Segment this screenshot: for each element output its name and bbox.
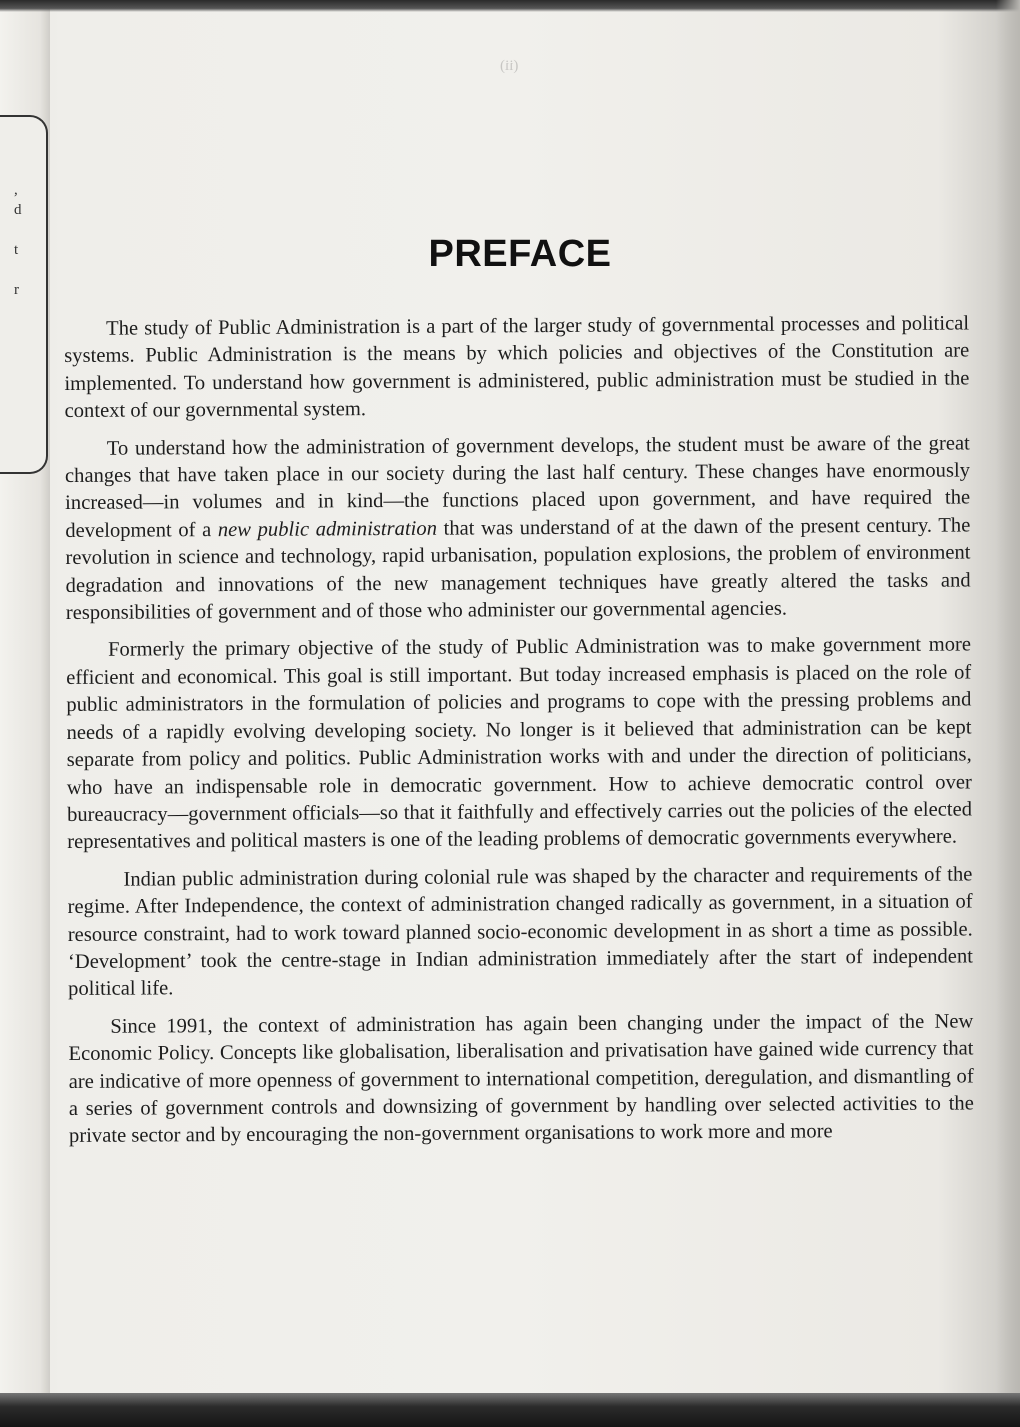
scan-bottom-border [0,1393,1020,1427]
paragraph-text: Formerly the primary objective of the study of Public Administration was to make government more efficient and economical. This goal is still important. But today increased emphasis is placed on the role of public administrators in the formulation of policies and programs to cope with the pressing problems and needs of a rapidly evolving developing society. No longer is it believed that administration can be kept separate from policy and politics. Public Administration works with and under the direction of politicians, who have an indispensable role in democratic government. How to achieve democratic control over bureaucracy—government officials—so that it faithfully and effectively carries out the policies of the elected representatives and political masters is one of the leading problems of democratic governments everywhere. [66,633,973,854]
paragraph-text: Since 1991, the context of administration has again been changing under the impact of the New Economic Policy. Concepts like globalisation, liberalisation and privatisation have gained wide currency that are indicative of more openness of government to international competition, deregulation, and dismantling of a series of government controls and downsizing of government by handling over selected activities to the private sector and by encouraging the non-government organisations to work more and more [68,1010,974,1148]
scan-right-shadow [996,0,1020,1400]
paragraph-text: Indian public administration during colonial rule was shaped by the character and requirements of the regime. After Independence, the context of administration changed radically as government, in a situation of resource constraint, had to work toward planned socio-economic development in as short a time as possible. ‘Development’ took the centre-stage in Indian administration immediately after the start of independent political life. [67,863,973,1001]
folded-paper-edge [0,115,48,474]
paragraph-4 [67,861,973,1004]
emphasis-text: new public administration [217,517,438,541]
show-through-page-number: (ii) [500,58,519,74]
page-title: PREFACE [428,233,612,275]
adjacent-page-text-fragments: , d t r [14,182,22,298]
paragraph-text: that was understand of at the dawn of the present century. The revolution in science and technology, rapid urbanisation, population explosions, the problem of environment degradation and innovations of the new management techniques have greatly altered the tasks and responsibilities of government and of those who administer our governmental agencies. [65,514,971,625]
paragraph-text: The study of Public Administration is a part of the larger study of governmental processes and political systems. Public Administration is the means by which policies and objectives of the Constitution are implemented. To understand how government is administered, public administration must be studied in the context of our governmental system. [64,312,970,423]
paragraph-text: To understand how the administration of government develops, the student must be aware of the great changes that have taken place in our society during the last half century. These changes have enormously increased—in volumes and in kind—the functions placed upon government, and have required the development of a [64,432,971,542]
paragraph-1 [64,310,970,425]
paragraph-2 [65,430,971,627]
preface-body [64,310,974,1160]
adjacent-page-edge [0,0,50,1400]
scan-top-border [0,0,1020,12]
paragraph-5 [68,1008,974,1151]
paragraph-3 [66,632,972,857]
